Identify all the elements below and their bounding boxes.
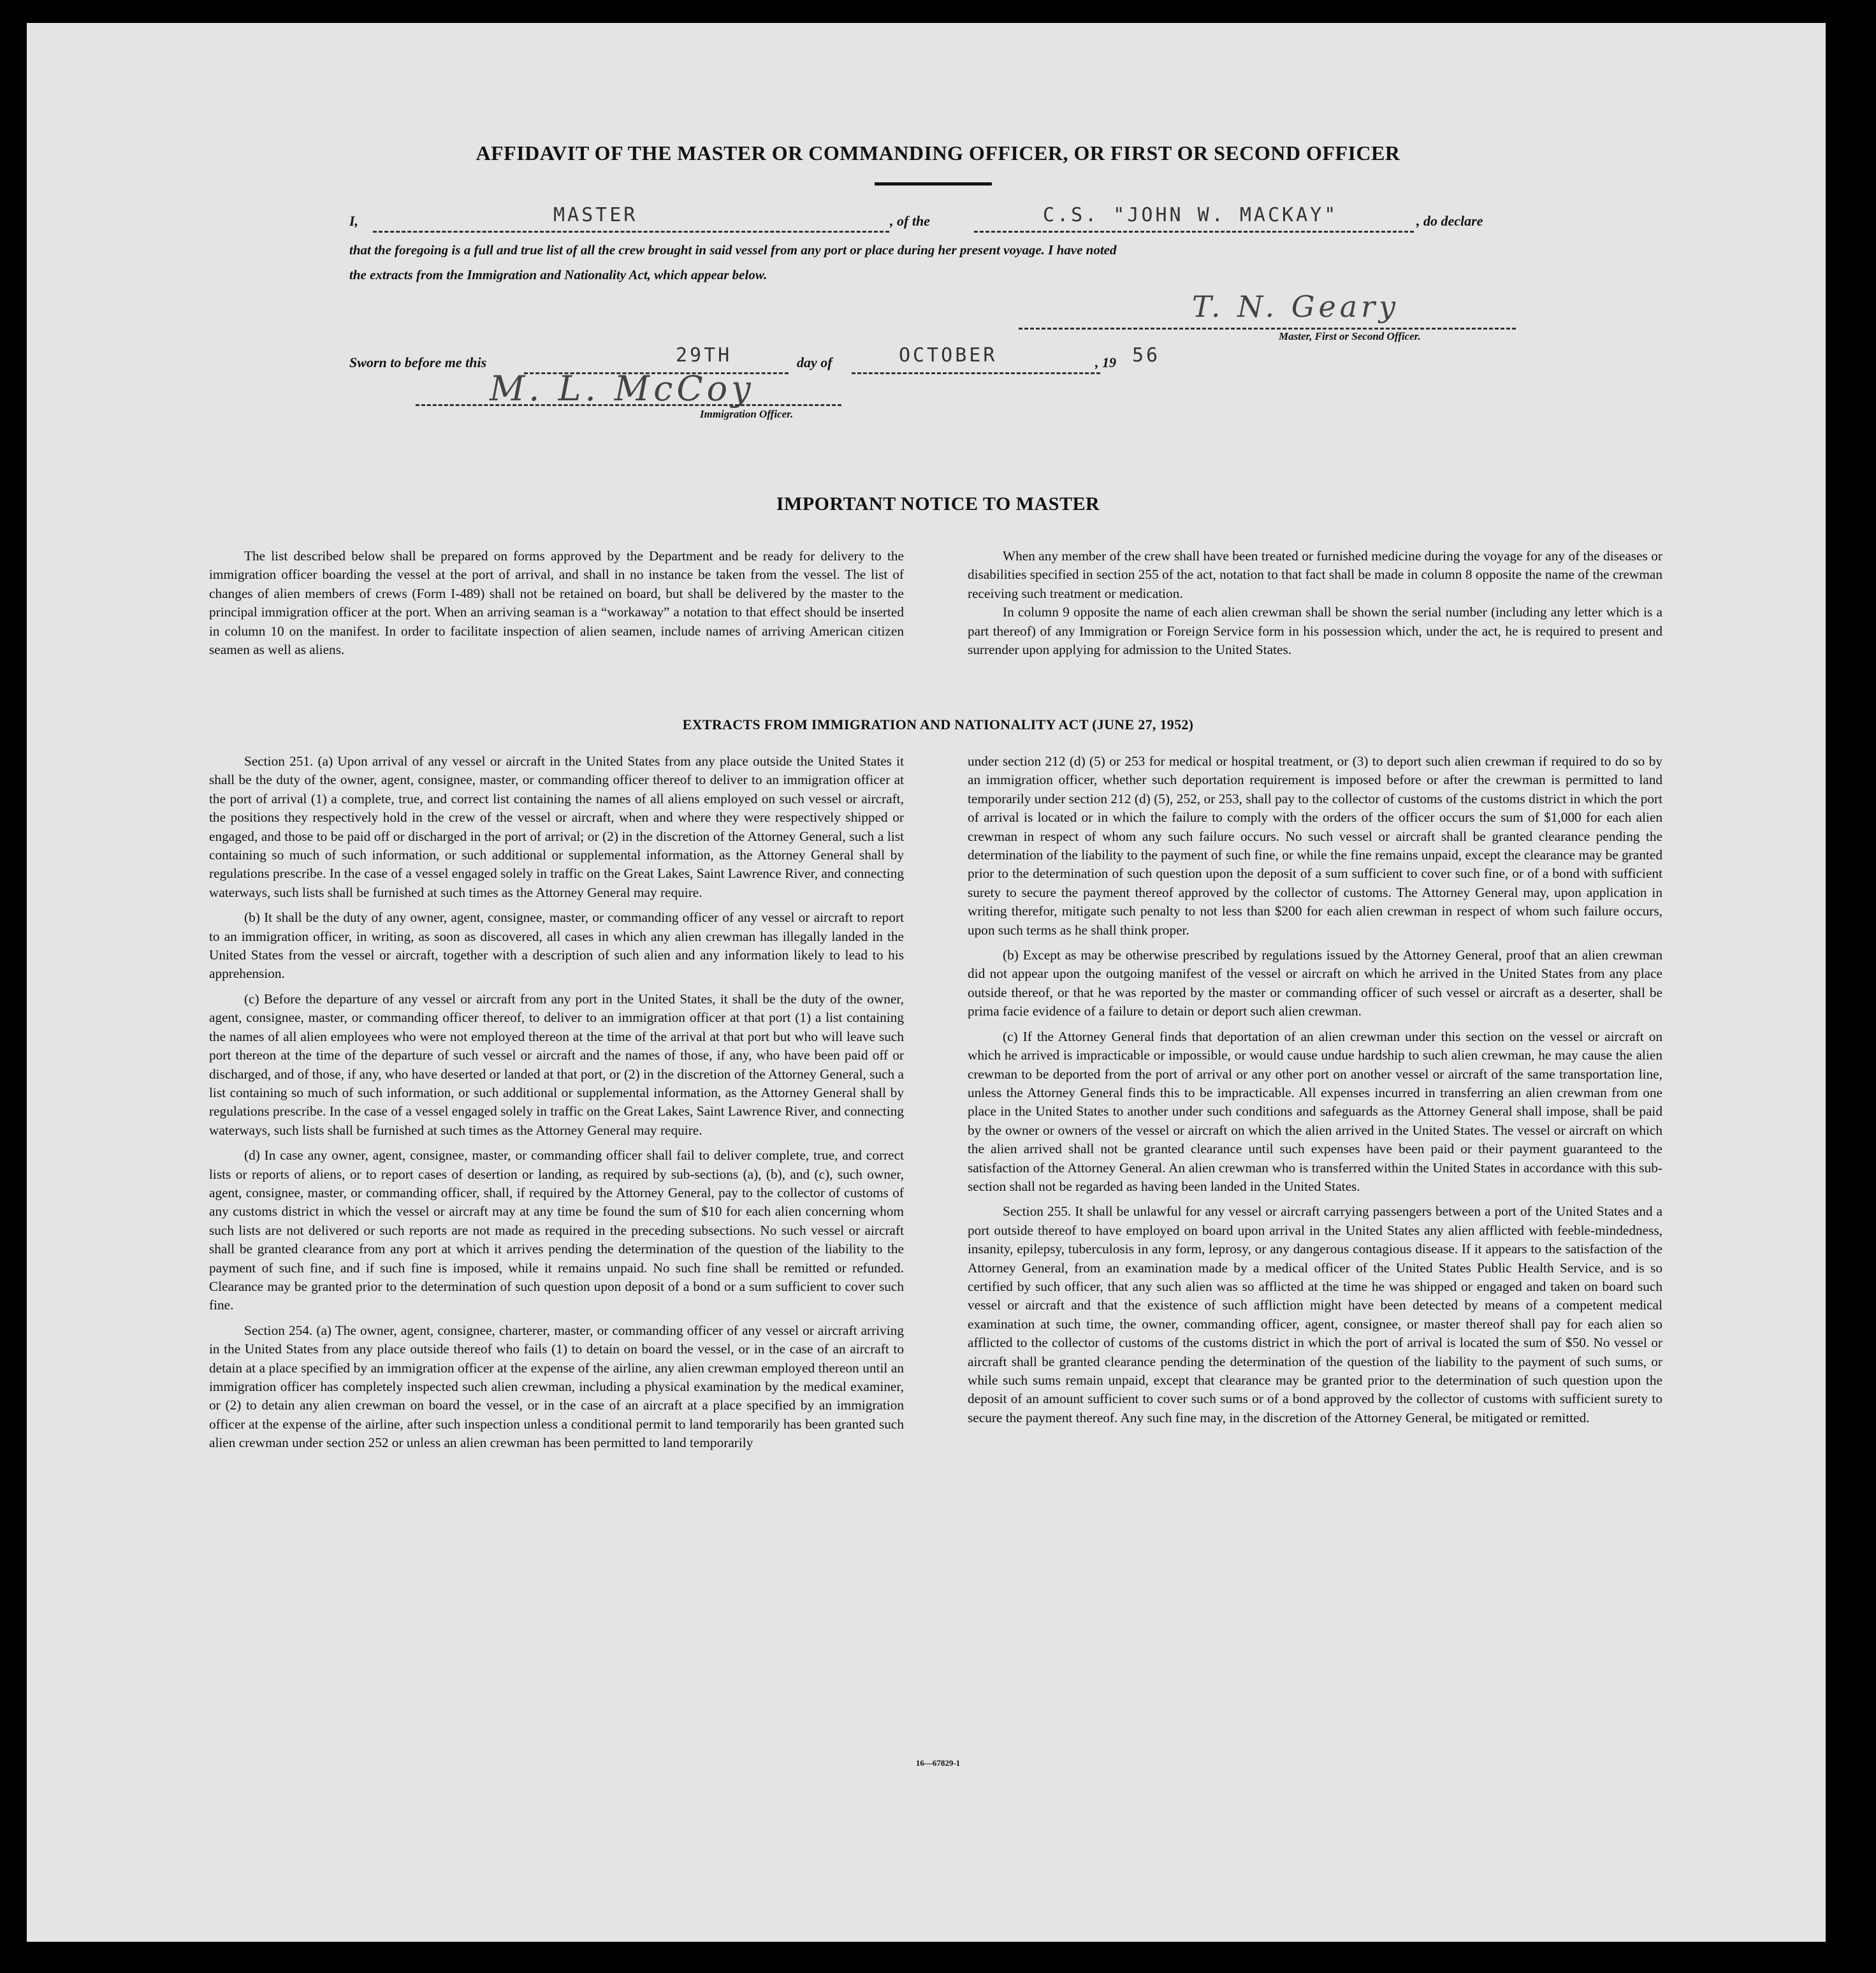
extracts-right-column	[968, 752, 1662, 1434]
notice-left-column	[209, 547, 904, 666]
declare-prefix: I,	[349, 213, 359, 229]
affidavit-body-line-1: that the foregoing is a full and true list of all the crew brought in said vessel from any port or place during her present voyage. I have noted	[349, 242, 1117, 258]
section-251-a: Section 251. (a) Upon arrival of any vessel or aircraft in the United States from any place outside the United States it shall be the duty of the owner, agent, consignee, master, or commanding officer thereof to deliver to an immigration officer at the port of arrival (1) a complete, true, and correct list containing the names of all aliens employed on such vessel or aircraft, the positions they respectively hold in the crew of the vessel or aircraft, when and where they were respectively shipped or engaged, and those to be paid off or discharged in the port of arrival; or (2) in the discretion of the Attorney General, such a list containing so much of such information, or such additional or supplemental information, as the Attorney General shall by regulations prescribe. In the case of a vessel engaged solely in traffic on the Great Lakes, Saint Lawrence River, and connecting waterways, such lists shall be furnished at such times as the Attorney General may require.	[209, 754, 904, 900]
section-251-b: (b) It shall be the duty of any owner, agent, consignee, master, or commanding officer of any vessel or aircraft to report to an immigration officer, in writing, as soon as discovered, all cases in which any alien crewman has illegally landed in the United States from the vessel or aircraft, together with a description of such alien and any information likely to lead to his apprehension.	[209, 910, 904, 982]
form-number: 16—67829-1	[915, 1758, 961, 1768]
officer-signature-line	[1019, 312, 1516, 330]
section-255: Section 255. It shall be unlawful for any vessel or aircraft carrying passengers between a port of the United States and a port outside thereof to have employed on board upon arrival in the United States any alien afflicted with feeble-mindedness, insanity, epilepsy, tuberculosis in any form, leprosy, or any dangerous contagious disease. If it appears to the satisfaction of the Attorney General, from an examination made by a medical officer of the United States Public Health Service, and is so certified by such officer, that any such alien was so afflicted at the time he was shipped or engaged and taken on board such vessel or aircraft and that the existence of such affliction might have been detected by means of a competent medical examination at such time, the owner, commanding officer, agent, consignee, or master thereof shall pay for each alien so afflicted to the collector of customs of the customs district in which the port of arrival is located the sum of $50. No vessel or aircraft shall be granted clearance pending the determination of the question of the liability to the payment of such sums, or while such sums remain unpaid, except that clearance may be granted prior to the determination of such question upon the deposit of an amount sufficient to cover such sums or of a bond approved by the collector of customs with sufficient surety to secure the payment thereof. Any such fine may, in the discretion of the Attorney General, be mitigated or remitted.	[968, 1204, 1662, 1425]
vessel-field-value: C.S. "JOHN W. MACKAY"	[1043, 204, 1339, 226]
affidavit-body-line-2: the extracts from the Immigration and Nationality Act, which appear below.	[349, 267, 767, 282]
immigration-officer-signature: M. L. McCoy	[490, 368, 755, 409]
year-field-value: 56	[1132, 344, 1161, 367]
extracts-left-column	[209, 752, 904, 1459]
day-of-label: day of	[797, 354, 833, 370]
section-251-d: (d) In case any owner, agent, consignee, master, or commanding officer shall fail to deliver complete, true, and correct lists or reports of aliens, or to report cases of desertion or landing, as required by sub-sections (a), (b), and (c), such owner, agent, consignee, master, or commanding officer, shall, if required by the Attorney General, pay to the collector of customs of any customs district in which the vessel or aircraft may at any time be found the sum of $10 for each alien concerning whom such lists are not delivered or such reports are not made as required in the preceding subsections. No such vessel or aircraft shall be granted clearance from any port at which it arrives pending the determination of the question of the liability to the payment of such fine, and if such fine is imposed, while it remains unpaid. No such fine shall be remitted or refunded. Clearance may be granted prior to the determination of such question upon deposit of a bond or a sum sufficient to cover such fine.	[209, 1147, 904, 1313]
officer-signature-label: Master, First or Second Officer.	[1279, 330, 1421, 342]
title-rule	[875, 182, 992, 186]
section-251-c: (c) Before the departure of any vessel or aircraft from any port in the United States, it shall be the duty of the owner, agent, consignee, master, or commanding officer thereof, to deliver to an immigration officer at that port (1) a list containing the names of all alien employees who were not employed thereon at the time of the arrival at that port but who will leave such port thereon at the time of the departure of such vessel or aircraft and the names of those, if any, who have been paid off or discharged, and of those, if any, who have deserted or landed at that port, or (2) in the discretion of the Attorney General, such a list containing so much of such information, or such additional or supplemental information, as the Attorney General shall by regulations prescribe. In the case of a vessel engaged solely in traffic on the Great Lakes, Saint Lawrence River, and connecting waterways, such lists shall be furnished at such times as the Attorney General may require.	[209, 991, 904, 1138]
sworn-label: Sworn to before me this	[349, 354, 487, 370]
notice-right-paragraph-2: In column 9 opposite the name of each alien crewman shall be shown the serial number (including any letter which is a part thereof) of any Immigration or Foreign Service form in his possession which, under the act, he is required to present and surrender upon applying for admission to the United States.	[968, 604, 1662, 658]
affidavit-title: AFFIDAVIT OF THE MASTER OR COMMANDING OFFICER, OR FIRST OR SECOND OFFICER	[476, 142, 1400, 164]
do-declare-label: , do declare	[1416, 213, 1483, 229]
immigration-signature-line	[416, 389, 841, 406]
section-254-a-continued: under section 212 (d) (5) or 253 for medical or hospital treatment, or (3) to deport such alien crewman if required to do so by an immigration officer, whether such deportation requirement is imposed before or after the crewman is permitted to land temporarily under section 212 (d) (5), 252, or 253, shall pay to the collector of customs of the customs district in which the port of arrival is located or in which the failure to comply with the orders of the officer occurs the sum of $1,000 for each alien crewman in respect of whom any such failure occurs. No such vessel or aircraft shall be granted clearance pending the determination of the liability to the payment of such fine, or while the fine remains unpaid, except the clearance may be granted prior to the determination of such question upon the deposit of a sum sufficient to cover such fine, or of a bond with sufficient surety to secure the payment thereof approved by the collector of customs. The Attorney General may, upon application in writing therefor, mitigate such penalty to not less than $200 for each alien crewman in respect of whom such failure occurs, upon such terms as he shall think proper.	[968, 754, 1662, 938]
year-prefix-label: , 19	[1095, 354, 1116, 370]
of-the-label: , of the	[890, 213, 930, 229]
name-field-value: MASTER	[553, 204, 638, 226]
section-254-b: (b) Except as may be otherwise prescribed by regulations issued by the Attorney General, proof that an alien crewman did not appear upon the outgoing manifest of the vessel or aircraft on which he arrived in the United States from any place outside thereof, or that he was reported by the master or commanding officer of such vessel or aircraft as a deserter, shall be prima facie evidence of a failure to detain or deport such alien crewman.	[968, 947, 1662, 1019]
immigration-signature-label: Immigration Officer.	[700, 408, 794, 420]
section-254-c: (c) If the Attorney General finds that deportation of an alien crewman under this section on the vessel or aircraft on which he arrived is impracticable or impossible, or would cause undue hardship to such alien crewman, he may cause the alien crewman to be deported from the port of arrival or any other port on another vessel or aircraft of the same transportation line, unless the Attorney General finds this to be impracticable. All expenses incurred in transferring an alien crewman from one place in the United States to another under such conditions and safeguards as the Attorney General shall impose, shall be paid by the owner or owners of the vessel or aircraft on which the alien arrived in the United States. The vessel or aircraft on which the alien arrived shall not be granted clearance until such expenses have been paid or their payment guaranteed to the satisfaction of the Attorney General. An alien crewman who is transferred within the United States in accordance with this sub-section shall not be regarded as having been landed in the United States.	[968, 1028, 1662, 1194]
officer-signature: T. N. Geary	[1192, 289, 1400, 324]
notice-right-paragraph-1: When any member of the crew shall have been treated or furnished medicine during the voyage for any of the diseases or disabilities specified in section 255 of the act, notation to that fact shall be made in column 8 opposite the name of the crewman receiving such treatment or medication.	[968, 548, 1662, 601]
month-field-value: OCTOBER	[899, 344, 998, 367]
notice-right-column	[968, 547, 1662, 666]
notice-left-paragraph: The list described below shall be prepared on forms approved by the Department and be ready for delivery to the immigration officer boarding the vessel at the port of arrival, and shall in no instance be taken from the vessel. The list of changes of alien members of crews (Form I-489) shall not be retained on board, but shall be delivered by the master to the principal immigration officer at the port. When an arriving seaman is a “workaway” a notation to that effect should be inserted in column 10 on the manifest. In order to facilitate inspection of alien seamen, include names of arriving American citizen seamen as well as aliens.	[209, 548, 904, 658]
extracts-heading: EXTRACTS FROM IMMIGRATION AND NATIONALITY ACT (JUNE 27, 1952)	[682, 717, 1194, 732]
notice-heading: IMPORTANT NOTICE TO MASTER	[776, 493, 1100, 514]
day-field-value: 29TH	[676, 344, 732, 367]
section-254-a: Section 254. (a) The owner, agent, consignee, charterer, master, or commanding officer of any vessel or aircraft arriving in the United States from any place outside thereof who fails (1) to detain on board the vessel, or in the case of an aircraft to detain at a place specified by an immigration officer at the expense of the airline, any alien crewman employed thereon until an immigration officer has completely inspected such alien crewman, including a physical examination by the medical examiner, or (2) to detain any alien crewman on board the vessel, or in the case of an aircraft at a place specified by an immigration officer at the expense of the airline, after such inspection unless a conditional permit to land temporarily has been granted such alien crewman under section 252 or unless an alien crewman has been permitted to land temporarily	[209, 1322, 904, 1451]
